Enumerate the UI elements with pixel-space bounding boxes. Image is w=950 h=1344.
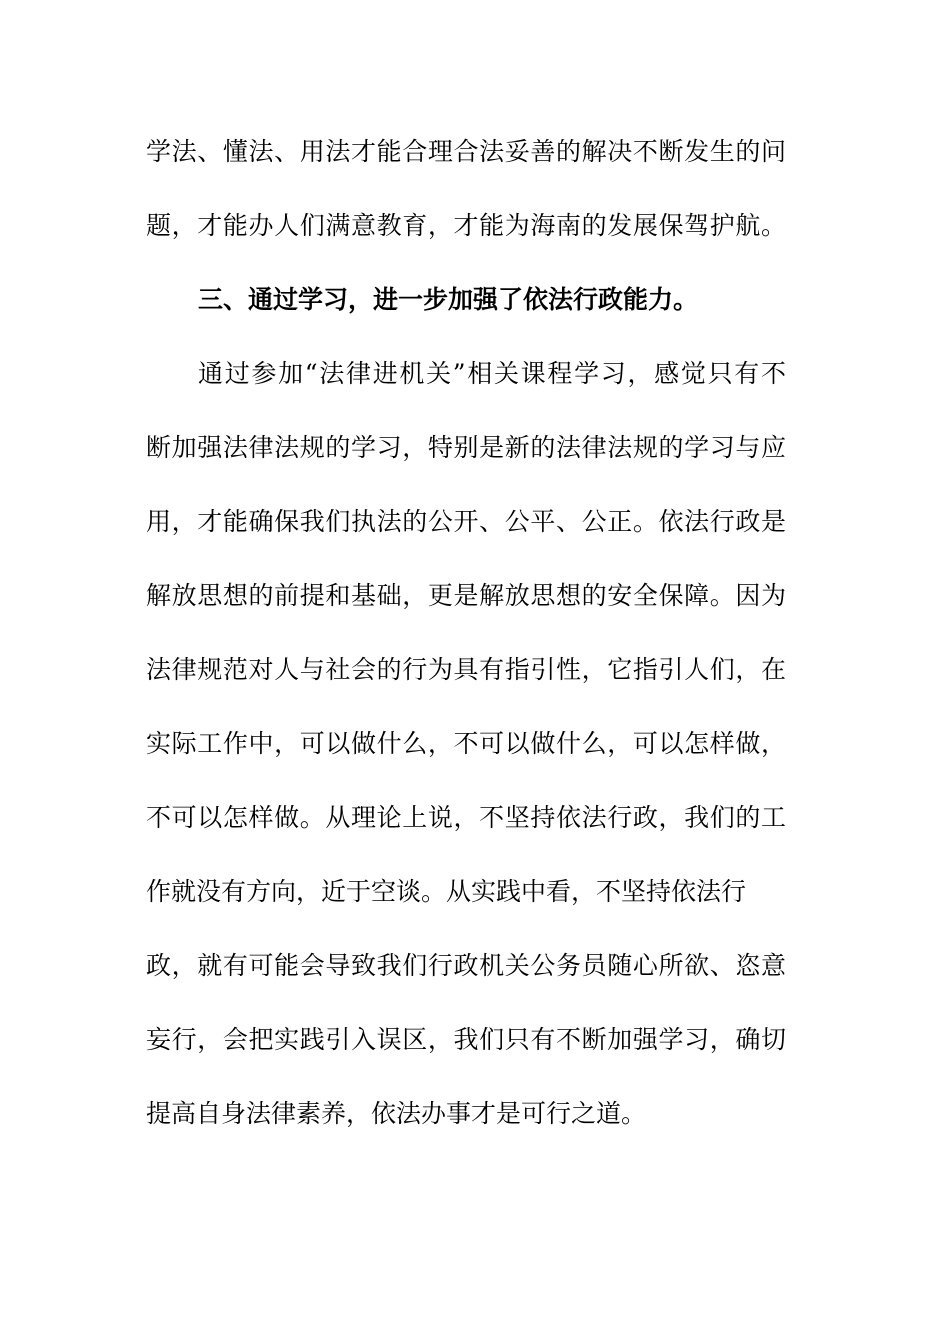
text-line-last: 提高自身法律素养，依法办事才是可行之道。	[146, 1099, 647, 1128]
text-line: 作就没有方向，近于空谈。从实践中看，不坚持依法行	[146, 877, 747, 906]
text-line: 学法、懂法、用法才能合理合法妥善的解决不断发生的问	[146, 137, 786, 166]
text-line: 不可以怎样做。从理论上说，不坚持依法行政，我们的工	[146, 803, 786, 832]
text-line: 解放思想的前提和基础，更是解放思想的安全保障。因为	[146, 581, 786, 610]
text-line: 用，才能确保我们执法的公开、公平、公正。依法行政是	[146, 507, 786, 536]
section-heading: 三、通过学习，进一步加强了依法行政能力。	[198, 285, 699, 314]
text-line: 妄行，会把实践引入误区，我们只有不断加强学习，确切	[146, 1025, 786, 1054]
text-line: 断加强法律法规的学习，特别是新的法律法规的学习与应	[146, 433, 786, 462]
body-text	[146, 122, 786, 1158]
text-line: 政，就有可能会导致我们行政机关公务员随心所欲、恣意	[146, 951, 786, 980]
text-line: 法律规范对人与社会的行为具有指引性，它指引人们，在	[146, 655, 786, 684]
paragraph-first-line: 通过参加“法律进机关”相关课程学习，感觉只有不	[198, 359, 786, 388]
text-line: 实际工作中，可以做什么，不可以做什么，可以怎样做，	[146, 729, 786, 758]
text-line: 题，才能办人们满意教育，才能为海南的发展保驾护航。	[146, 211, 786, 240]
